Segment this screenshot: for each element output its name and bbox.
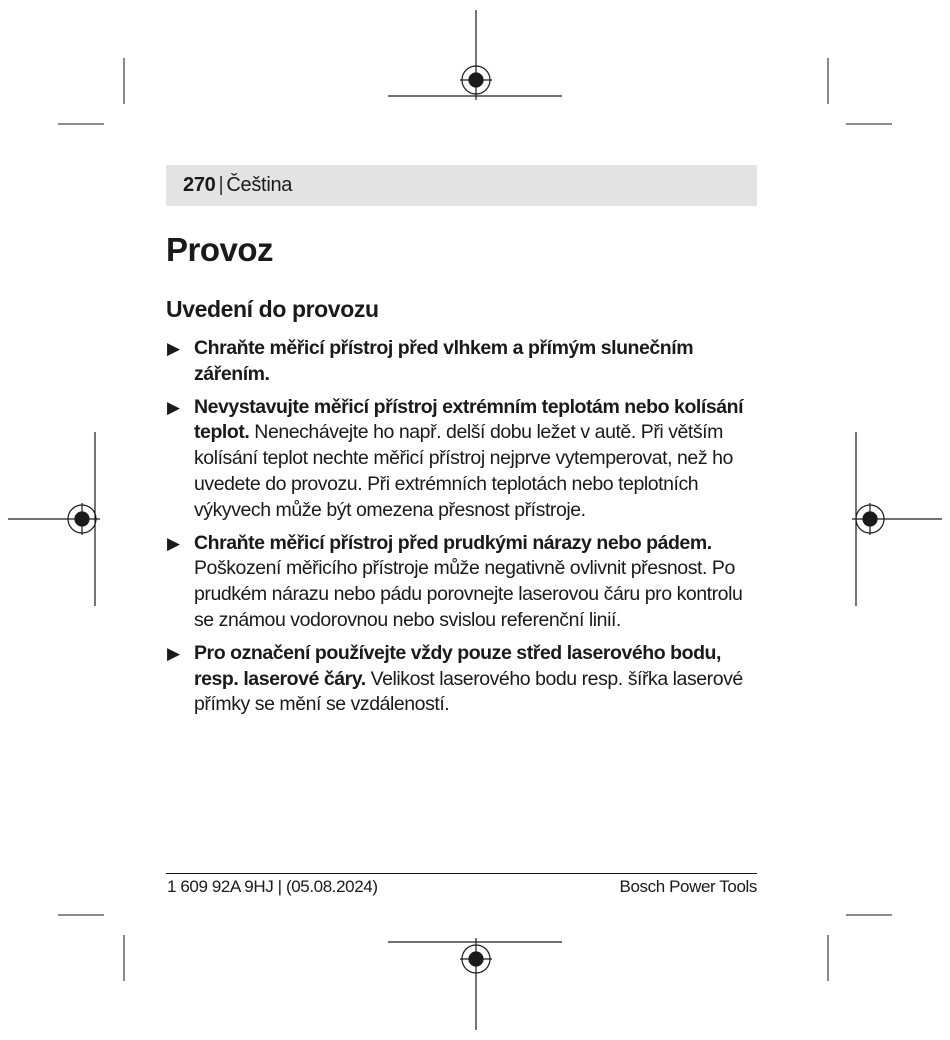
triangle-bullet-icon: ▶ (167, 643, 180, 663)
safety-bullet-list (166, 336, 766, 725)
header-language: Čeština (226, 174, 293, 196)
bullet-item (166, 336, 766, 388)
document-code: 1 609 92A 9HJ | (05.08.2024) (167, 877, 378, 896)
section-heading: Uvedení do provozu (166, 296, 379, 322)
bullet-item (166, 395, 766, 524)
bullet-item (166, 531, 766, 634)
registration-mark-bottom (388, 938, 562, 1030)
bullet-body-text: Velikost laserového bodu resp. šířka laserové přímky se mění se vzdáleností. (194, 667, 743, 716)
bullet-bold-text: Chraňte měřicí přístroj před vlhkem a přímým slunečním zářením. (194, 337, 694, 385)
footer-rule (166, 873, 757, 874)
bullet-body-text: Nenechávejte ho např. delší dobu ležet v autě. Při větším kolísání teplot nechte měřicí přístroj nejprve vytemperovat, než ho uvedete do provozu. Při extrémních teplotách nebo teplotních výkyvech může být omezena přesnost přístroje. (194, 421, 733, 521)
triangle-bullet-icon: ▶ (167, 339, 180, 358)
page-number: 270 (183, 174, 216, 196)
page-header (166, 165, 757, 206)
brand-name: Bosch Power Tools (619, 877, 757, 896)
registration-mark-top (388, 10, 562, 100)
registration-mark-right (852, 432, 942, 606)
page-title: Provoz (166, 231, 274, 268)
bullet-bold-text: Chraňte měřicí přístroj před prudkými nárazy nebo pádem. (194, 531, 712, 554)
triangle-bullet-icon: ▶ (167, 533, 180, 553)
registration-mark-left (8, 432, 100, 606)
bullet-bold-text: Pro označení používejte vždy pouze střed laserového bodu, resp. laserové čáry. (194, 641, 721, 690)
bullet-item (166, 641, 766, 718)
bullet-body-text: Poškození měřicího přístroje může negativně ovlivnit přesnost. Po prudkém nárazu nebo pádu porovnejte laserovou čáru pro kontrolu se známou vodorovnou nebo svislou referenční linií. (194, 557, 743, 631)
triangle-bullet-icon: ▶ (167, 397, 180, 417)
header-separator: | (218, 174, 224, 196)
bullet-bold-text: Nevystavujte měřicí přístroj extrémním teplotám nebo kolísání teplot. (194, 395, 744, 444)
